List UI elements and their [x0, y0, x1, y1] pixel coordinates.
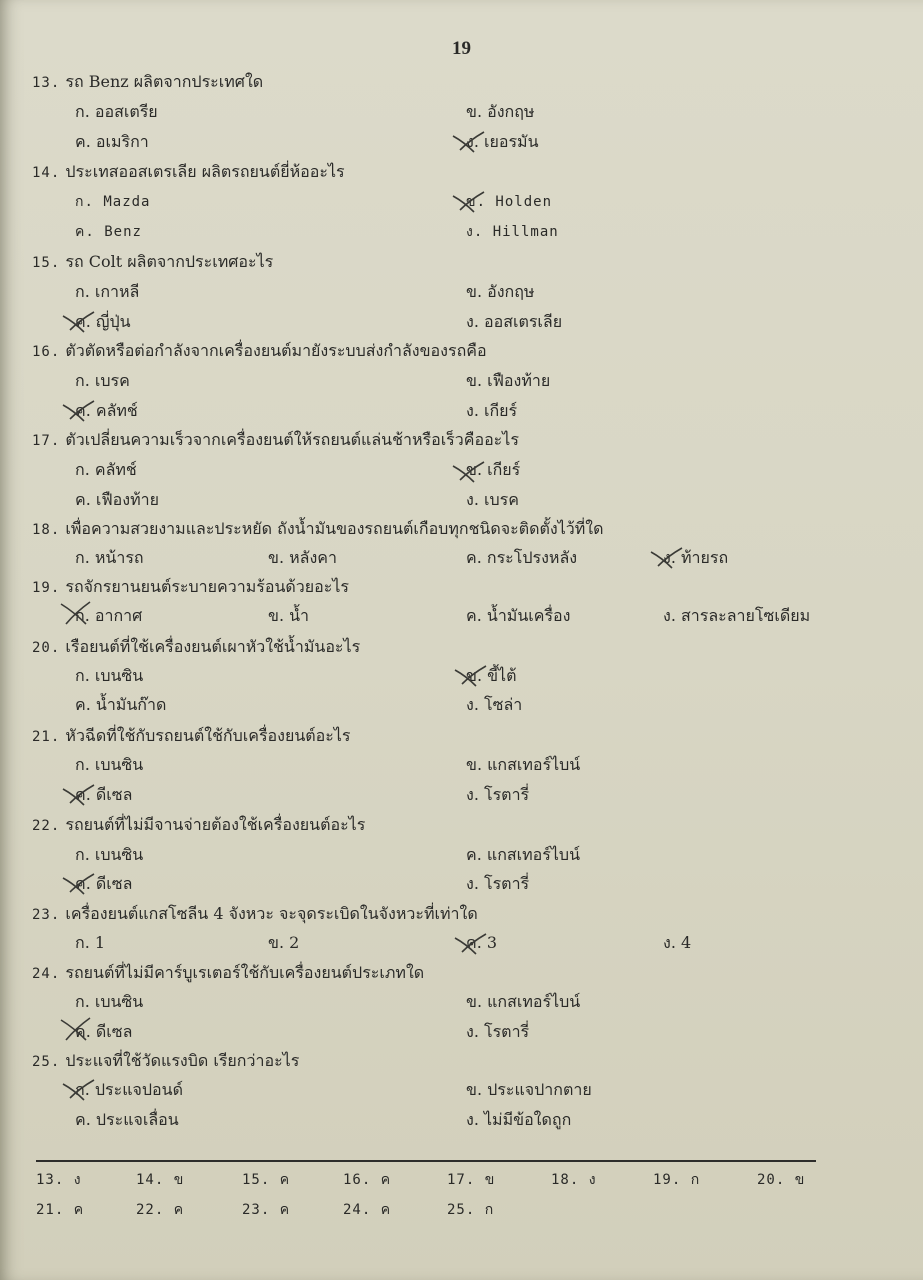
q16-option-d: ง. เกียร์ [466, 401, 518, 420]
q14-option-a: ก. Mazda [75, 194, 151, 210]
q17-option-b: ข. เกียร์ [466, 460, 521, 479]
q23-option-c: ค. 3 [466, 933, 498, 952]
q21-option-d: ง. โรตารี่ [466, 785, 530, 804]
q24-option-c: ค. ดีเซล [75, 1022, 133, 1041]
q20-option-d: ง. โซล่า [466, 695, 523, 714]
q19-option-d: ง. สารละลายโซเดียม [663, 606, 811, 625]
q25-option-a: ก. ประแจปอนด์ [75, 1080, 183, 1099]
answer-key-item: 25. ก [447, 1202, 495, 1218]
question-24: 24. รถยนต์ที่ไม่มีคาร์บูเรเตอร์ใช้กับเครื่องยนต์ประเภทใด [32, 963, 425, 982]
q20-option-a: ก. เบนซิน [75, 666, 144, 685]
q17-option-c: ค. เฟืองท้าย [75, 490, 159, 509]
q16-option-a: ก. เบรค [75, 371, 130, 390]
q17-option-d: ง. เบรค [466, 490, 519, 509]
q24-option-a: ก. เบนซิน [75, 992, 144, 1011]
answer-key-item: 15. ค [242, 1172, 291, 1188]
answer-key-item: 17. ข [447, 1172, 496, 1188]
q14-option-b: ข. Holden [466, 194, 552, 210]
answer-key-item: 19. ก [653, 1172, 701, 1188]
question-22: 22. รถยนต์ที่ไม่มีจานจ่ายต้องใช้เครื่องยนต์อะไร [32, 815, 366, 834]
answer-key-item: 18. ง [551, 1172, 597, 1188]
q17-option-a: ก. คลัทช์ [75, 460, 137, 479]
q20-option-c: ค. น้ำมันก๊าด [75, 695, 167, 714]
q14-option-d: ง. Hillman [466, 224, 559, 240]
answer-key-item: 21. ค [36, 1202, 85, 1218]
q23-option-d: ง. 4 [663, 933, 692, 952]
question-21: 21. หัวฉีดที่ใช้กับรถยนต์ใช้กับเครื่องยนต์อะไร [32, 726, 351, 745]
q15-option-a: ก. เกาหลี [75, 282, 140, 301]
q18-option-d: ง. ท้ายรถ [663, 548, 729, 567]
q15-option-d: ง. ออสเตรเลีย [466, 312, 563, 331]
q16-option-c: ค. คลัทช์ [75, 401, 138, 420]
q21-option-b: ข. แกสเทอร์ไบน์ [466, 755, 581, 774]
q23-option-a: ก. 1 [75, 933, 106, 952]
q22-option-b: ค. แกสเทอร์ไบน์ [466, 845, 580, 864]
answer-key-item: 23. ค [242, 1202, 291, 1218]
q21-option-a: ก. เบนซิน [75, 755, 144, 774]
q20-option-b: ข. ขี้ไต้ [466, 666, 517, 685]
question-19: 19. รถจักรยานยนต์ระบายความร้อนด้วยอะไร [32, 577, 349, 596]
q18-option-a: ก. หน้ารถ [75, 548, 144, 567]
answer-key-item: 16. ค [343, 1172, 392, 1188]
q13-option-c: ค. อเมริกา [75, 132, 149, 151]
q19-option-a: ก. อากาศ [75, 606, 143, 625]
question-16: 16. ตัวตัดหรือต่อกำลังจากเครื่องยนต์มายังระบบส่งกำลังของรถคือ [32, 341, 487, 360]
question-14: 14. ประเทสออสเตรเลีย ผลิตรถยนต์ยี่ห้ออะไร [32, 162, 345, 181]
q19-option-c: ค. น้ำมันเครื่อง [466, 606, 571, 625]
answer-key-item: 20. ข [757, 1172, 806, 1188]
question-25: 25. ประแจที่ใช้วัดแรงบิด เรียกว่าอะไร [32, 1051, 300, 1070]
q23-option-b: ข. 2 [268, 933, 300, 952]
question-13: 13. รถ Benz ผลิตจากประเทศใด [32, 72, 264, 91]
answer-key-divider [36, 1160, 816, 1162]
q22-option-c: ค. ดีเซล [75, 874, 133, 893]
question-15: 15. รถ Colt ผลิตจากประเทศอะไร [32, 252, 274, 271]
answer-key-item: 22. ค [136, 1202, 185, 1218]
q22-option-a: ก. เบนซิน [75, 845, 144, 864]
answer-key-item: 13. ง [36, 1172, 82, 1188]
question-20: 20. เรือยนต์ที่ใช้เครื่องยนต์เผาหัวใช้น้ำมันอะไร [32, 637, 361, 656]
q24-option-b: ข. แกสเทอร์ไบน์ [466, 992, 581, 1011]
question-17: 17. ตัวเปลี่ยนความเร็วจากเครื่องยนต์ให้รถยนต์แล่นช้าหรือเร็วคืออะไร [32, 430, 519, 449]
q13-option-b: ข. อังกฤษ [466, 102, 535, 121]
q25-option-c: ค. ประแจเลื่อน [75, 1110, 179, 1129]
q13-option-a: ก. ออสเตรีย [75, 102, 158, 121]
q18-option-b: ข. หลังคา [268, 548, 337, 567]
q25-option-b: ข. ประแจปากตาย [466, 1080, 592, 1099]
q15-option-b: ข. อังกฤษ [466, 282, 535, 301]
page-number: 19 [452, 38, 471, 59]
answer-key-item: 14. ข [136, 1172, 185, 1188]
q13-option-d: ง. เยอรมัน [466, 132, 539, 151]
answer-key-item: 24. ค [343, 1202, 392, 1218]
q22-option-d: ง. โรตารี่ [466, 874, 530, 893]
question-23: 23. เครื่องยนต์แกสโซลีน 4 จังหวะ จะจุดระเบิดในจังหวะที่เท่าใด [32, 904, 478, 923]
q19-option-b: ข. น้ำ [268, 606, 310, 625]
q14-option-c: ค. Benz [75, 224, 142, 240]
q21-option-c: ค. ดีเซล [75, 785, 133, 804]
q25-option-d: ง. ไม่มีข้อใดถูก [466, 1110, 572, 1129]
q18-option-c: ค. กระโปรงหลัง [466, 548, 578, 567]
q15-option-c: ค. ญี่ปุ่น [75, 312, 131, 331]
question-18: 18. เพื่อความสวยงามและประหยัด ถังน้ำมันของรถยนต์เกือบทุกชนิดจะติดตั้งไว้ที่ใด [32, 519, 604, 538]
q24-option-d: ง. โรตารี่ [466, 1022, 530, 1041]
q16-option-b: ข. เฟืองท้าย [466, 371, 551, 390]
